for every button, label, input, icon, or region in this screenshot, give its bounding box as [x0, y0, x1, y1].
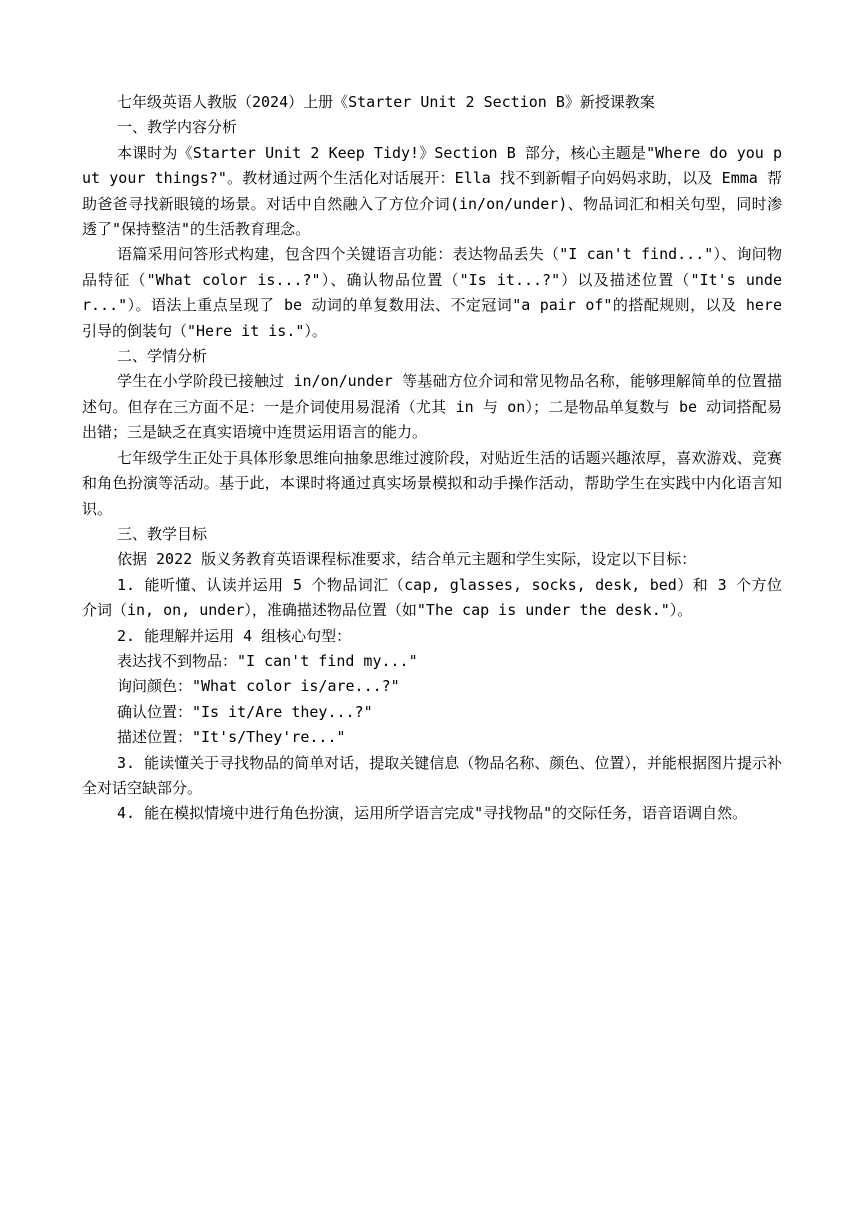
objective-item: 2. 能理解并运用 4 组核心句型： — [117, 626, 352, 645]
objective-item: 3. 能读懂关于寻找物品的简单对话，提取关键信息（物品名称、颜色、位置），并能根据图片提示补全对话空缺部分。 — [82, 753, 782, 797]
sentence-pattern: 描述位置："It's/They're..." — [117, 728, 346, 747]
paragraph: 语篇采用问答形式构建，包含四个关键语言功能：表达物品丢失（"I can't find..."）、询问物品特征（"What color is...?"）、确认物品位置（"Is it...?"）以及描述位置（"It's under..."）。语法上重点呈现了 be 动词的单复数用法、不定冠词"a pair of"的搭配规则，以及 here 引导的倒装句（"Here it is."）。 — [82, 245, 782, 340]
section-heading-content-analysis: 一、教学内容分析 — [117, 118, 238, 137]
sentence-pattern: 表达找不到物品："I can't find my..." — [117, 651, 418, 670]
paragraph: 本课时为《Starter Unit 2 Keep Tidy!》Section B 部分，核心主题是"Where do you put your things?"。教材通过两个生活化对话展开：Ella 找不到新帽子向妈妈求助，以及 Emma 帮助爸爸寻找新眼镜的场景。对话中自然融入了方位介词(in/on/under)、物品词汇和相关句型，同时渗透了"保持整洁"的生活教育理念。 — [82, 143, 782, 239]
section-heading-student-analysis: 二、学情分析 — [117, 347, 208, 366]
document-page — [82, 90, 782, 827]
paragraph: 依据 2022 版义务教育英语课程标准要求，结合单元主题和学生实际，设定以下目标： — [117, 550, 697, 569]
objective-item: 4. 能在模拟情境中进行角色扮演，运用所学语言完成"寻找物品"的交际任务，语音语调自然。 — [117, 804, 748, 823]
sentence-pattern: 确认位置："Is it/Are they...?" — [117, 702, 373, 721]
section-heading-teaching-objectives: 三、教学目标 — [117, 524, 208, 543]
paragraph: 七年级学生正处于具体形象思维向抽象思维过渡阶段，对贴近生活的话题兴趣浓厚，喜欢游戏、竞赛和角色扮演等活动。基于此，本课时将通过真实场景模拟和动手操作活动，帮助学生在实践中内化语言知识。 — [82, 448, 782, 518]
sentence-pattern: 询问颜色："What color is/are...?" — [117, 677, 400, 696]
document-title: 七年级英语人教版（2024）上册《Starter Unit 2 Section B》新授课教案 — [117, 93, 655, 111]
paragraph: 学生在小学阶段已接触过 in/on/under 等基础方位介词和常见物品名称，能够理解简单的位置描述句。但存在三方面不足：一是介词使用易混淆（尤其 in 与 on）；二是物品单复数与 be 动词搭配易出错；三是缺乏在真实语境中连贯运用语言的能力。 — [82, 372, 782, 442]
objective-item: 1. 能听懂、认读并运用 5 个物品词汇（cap, glasses, socks, desk, bed）和 3 个方位介词（in, on, under），准确描述物品位置（如"The cap is under the desk."）。 — [82, 575, 782, 620]
